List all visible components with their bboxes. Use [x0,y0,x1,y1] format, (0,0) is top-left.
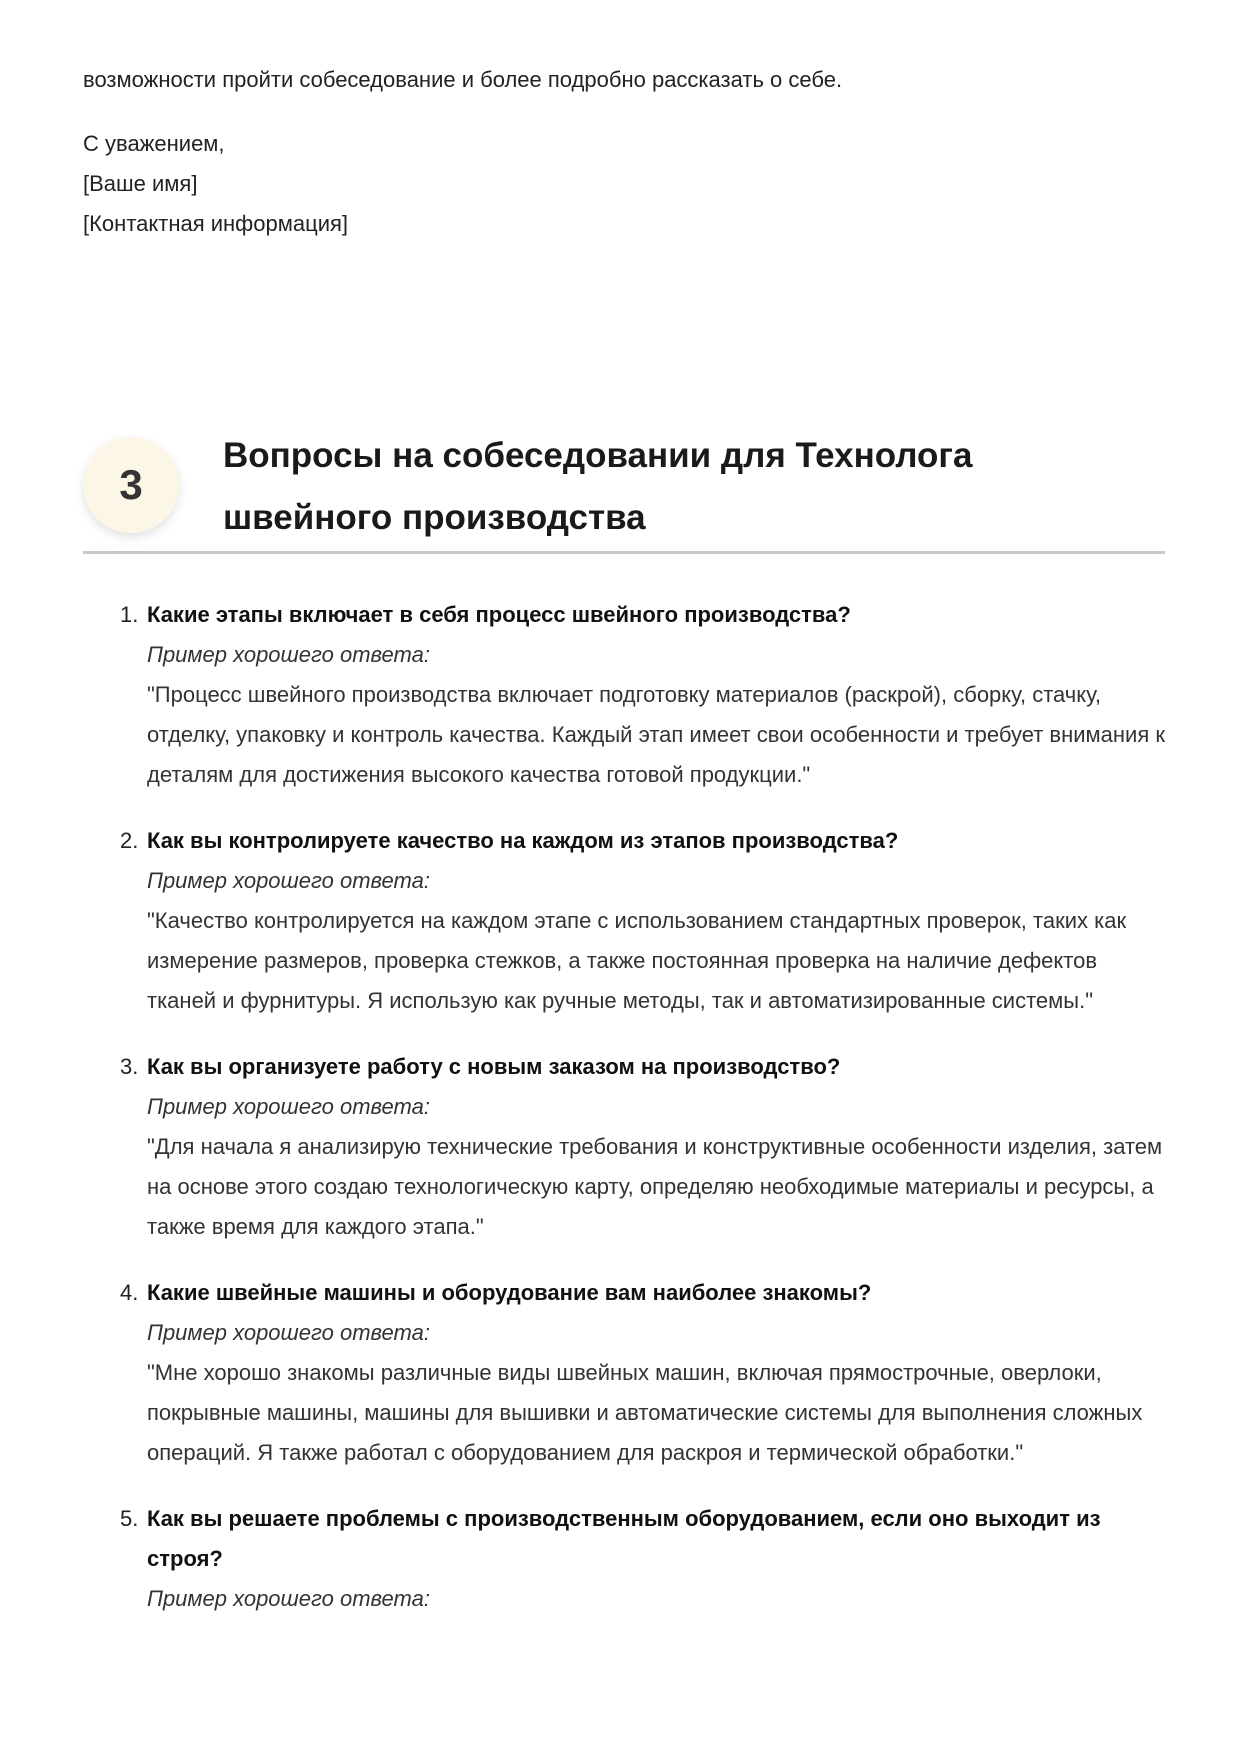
question-number: 2. [120,828,139,853]
questions-list [120,595,1167,1645]
section-header [83,415,1165,554]
example-answer: "Качество контролируется на каждом этапе с использованием стандартных проверок, таких как измерение размеров, проверка стежков, а также постоянная проверка на наличие дефектов тканей и фурнитуры. Я использую как ручные методы, так и автоматизированные системы." [147,908,1127,1013]
question-text: Какие этапы включает в себя процесс швейного производства? [147,602,851,627]
example-answer: "Процесс швейного производства включает подготовку материалов (раскрой), сборку, стачку, отделку, упаковку и контроль качества. Каждый этап имеет свои особенности и требует внимания к деталям для достижения высокого качества готовой продукции." [147,682,1165,787]
question-item [120,821,1167,1021]
question-number: 5. [120,1506,139,1531]
example-answer: "Мне хорошо знакомы различные виды швейных машин, включая прямострочные, оверлоки, покрывные машины, машины для вышивки и автоматические системы для выполнения сложных операций. Я также работал с оборудованием для раскроя и термической обработки." [147,1360,1143,1465]
question-text: Какие швейные машины и оборудование вам наиболее знакомы? [147,1280,872,1305]
closing-regards: С уважением, [83,131,225,156]
question-item [120,1499,1167,1619]
closing-contact: [Контактная информация] [83,211,349,236]
example-label: Пример хорошего ответа: [147,868,430,893]
letter-closing [83,124,348,244]
section-title-line2: швейного производства [223,498,646,537]
example-answer: "Для начала я анализирую технические требования и конструктивные особенности изделия, затем на основе этого создаю технологическую карту, определяю необходимые материалы и ресурсы, а также время для каждого этапа." [147,1134,1163,1239]
section-number-badge: 3 [83,437,179,533]
question-item [120,1047,1167,1247]
question-text: Как вы организуете работу с новым заказом на производство? [147,1054,841,1079]
question-number: 4. [120,1280,139,1305]
example-label: Пример хорошего ответа: [147,1320,430,1345]
question-number: 1. [120,602,139,627]
question-item [120,1273,1167,1473]
closing-name: [Ваше имя] [83,171,198,196]
example-label: Пример хорошего ответа: [147,1586,430,1611]
example-label: Пример хорошего ответа: [147,1094,430,1119]
section-title [223,425,972,549]
example-label: Пример хорошего ответа: [147,642,430,667]
intro-paragraph: возможности пройти собеседование и более подробно рассказать о себе. [83,67,843,92]
question-number: 3. [120,1054,139,1079]
question-item [120,595,1167,795]
question-text: Как вы решаете проблемы с производственным оборудованием, если оно выходит из строя? [147,1506,1101,1571]
section-title-line1: Вопросы на собеседовании для Технолога [223,436,973,475]
question-text: Как вы контролируете качество на каждом из этапов производства? [147,828,899,853]
